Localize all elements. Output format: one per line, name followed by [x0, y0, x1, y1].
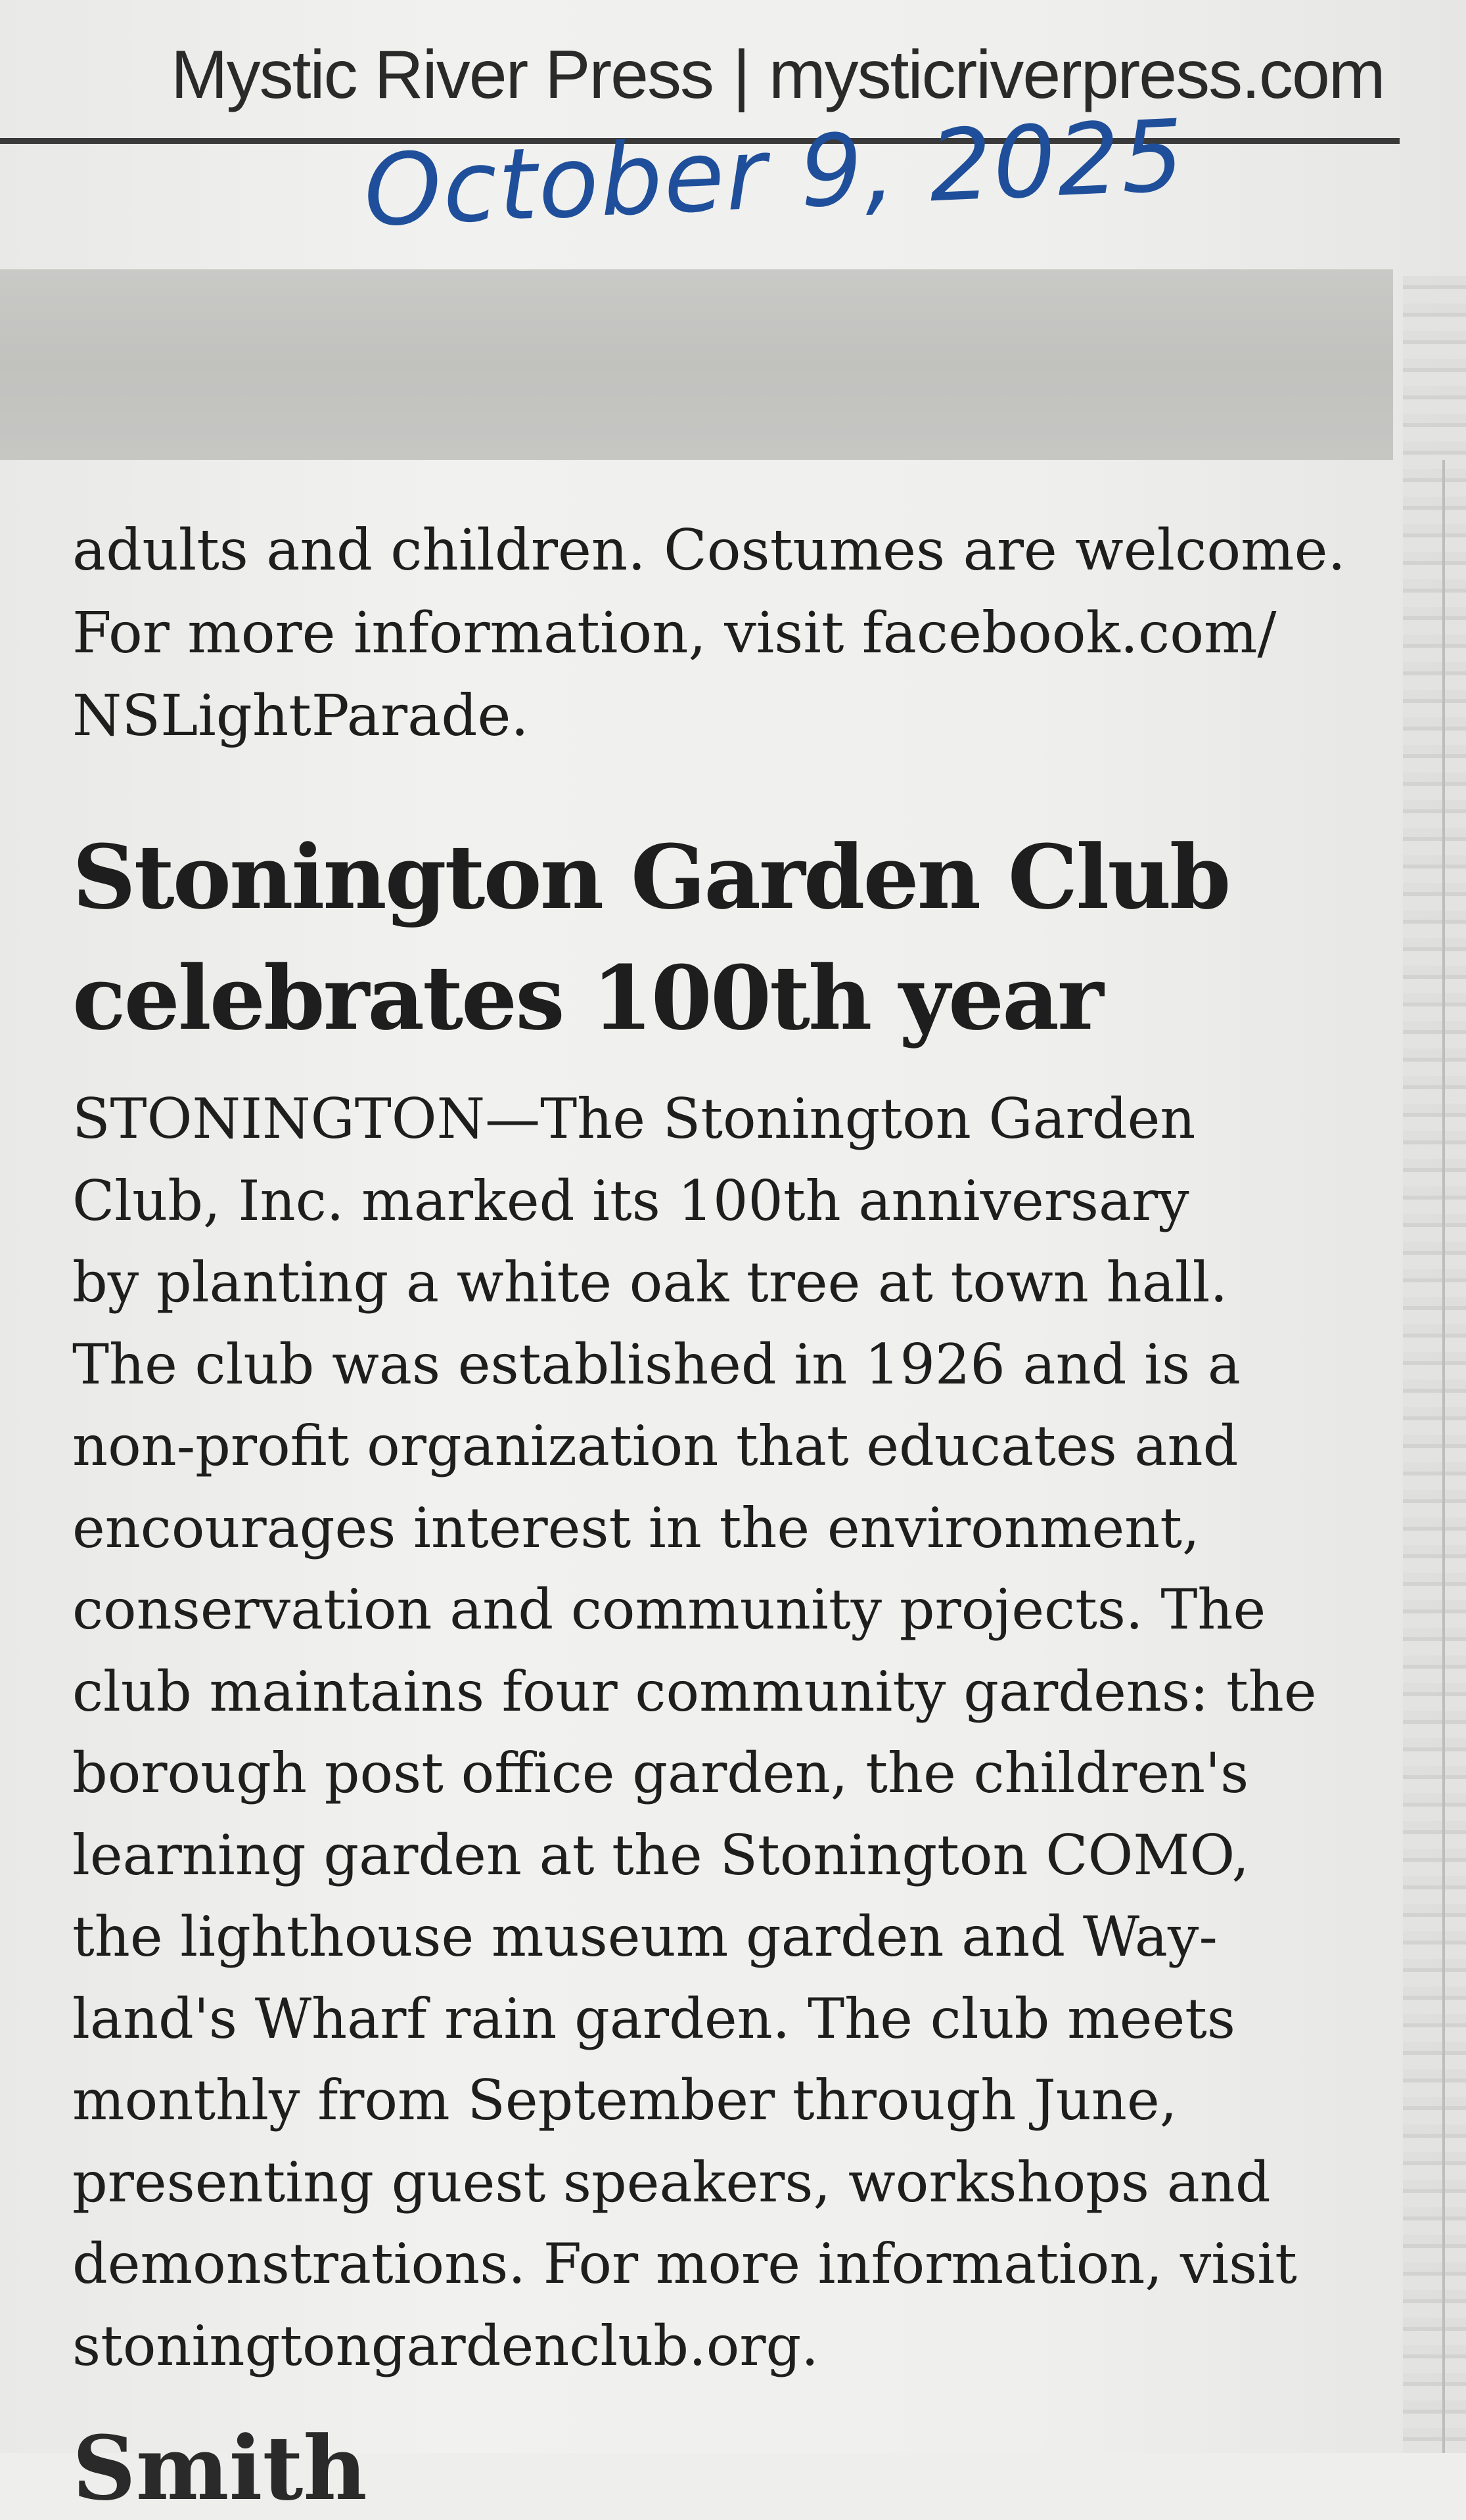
previous-article-continuation: adults and children. Costumes are welcome. For more information, visit facebook.com/ NSLightParade. — [72, 518, 1346, 749]
masthead-separator: | — [732, 37, 749, 113]
article-body: STONINGTON—The Stonington Garden Club, Inc. marked its 100th anniversary by planting a white oak tree at town hall. The club was established in 1926 and is a non-profit organization that educates and encourages interest in the environment, conservation and community projects. The club maintains four community gardens: the borough post office garden, the children's learning garden at the Stonington COMO, the lighthouse museum garden and Way- land's Wharf rain garden. The club meets monthly from September through June, presenting guest speakers, workshops and demonstrations. For more information, visit stoningtongardenclub.org. — [72, 1087, 1317, 2378]
article-column — [72, 509, 1393, 2387]
publication-website: mysticriverpress.com — [768, 37, 1385, 113]
handwritten-date: October 9, 2025 — [361, 99, 1188, 249]
shaded-band — [0, 269, 1393, 460]
next-article-headline-fragment: Smith — [72, 2416, 367, 2520]
article-headline: Stonington Garden Club celebrates 100th year — [72, 825, 1229, 1050]
adjacent-column-edge — [1403, 276, 1466, 2453]
column-rule — [1442, 460, 1445, 2453]
publication-name: Mystic River Press — [171, 37, 713, 113]
